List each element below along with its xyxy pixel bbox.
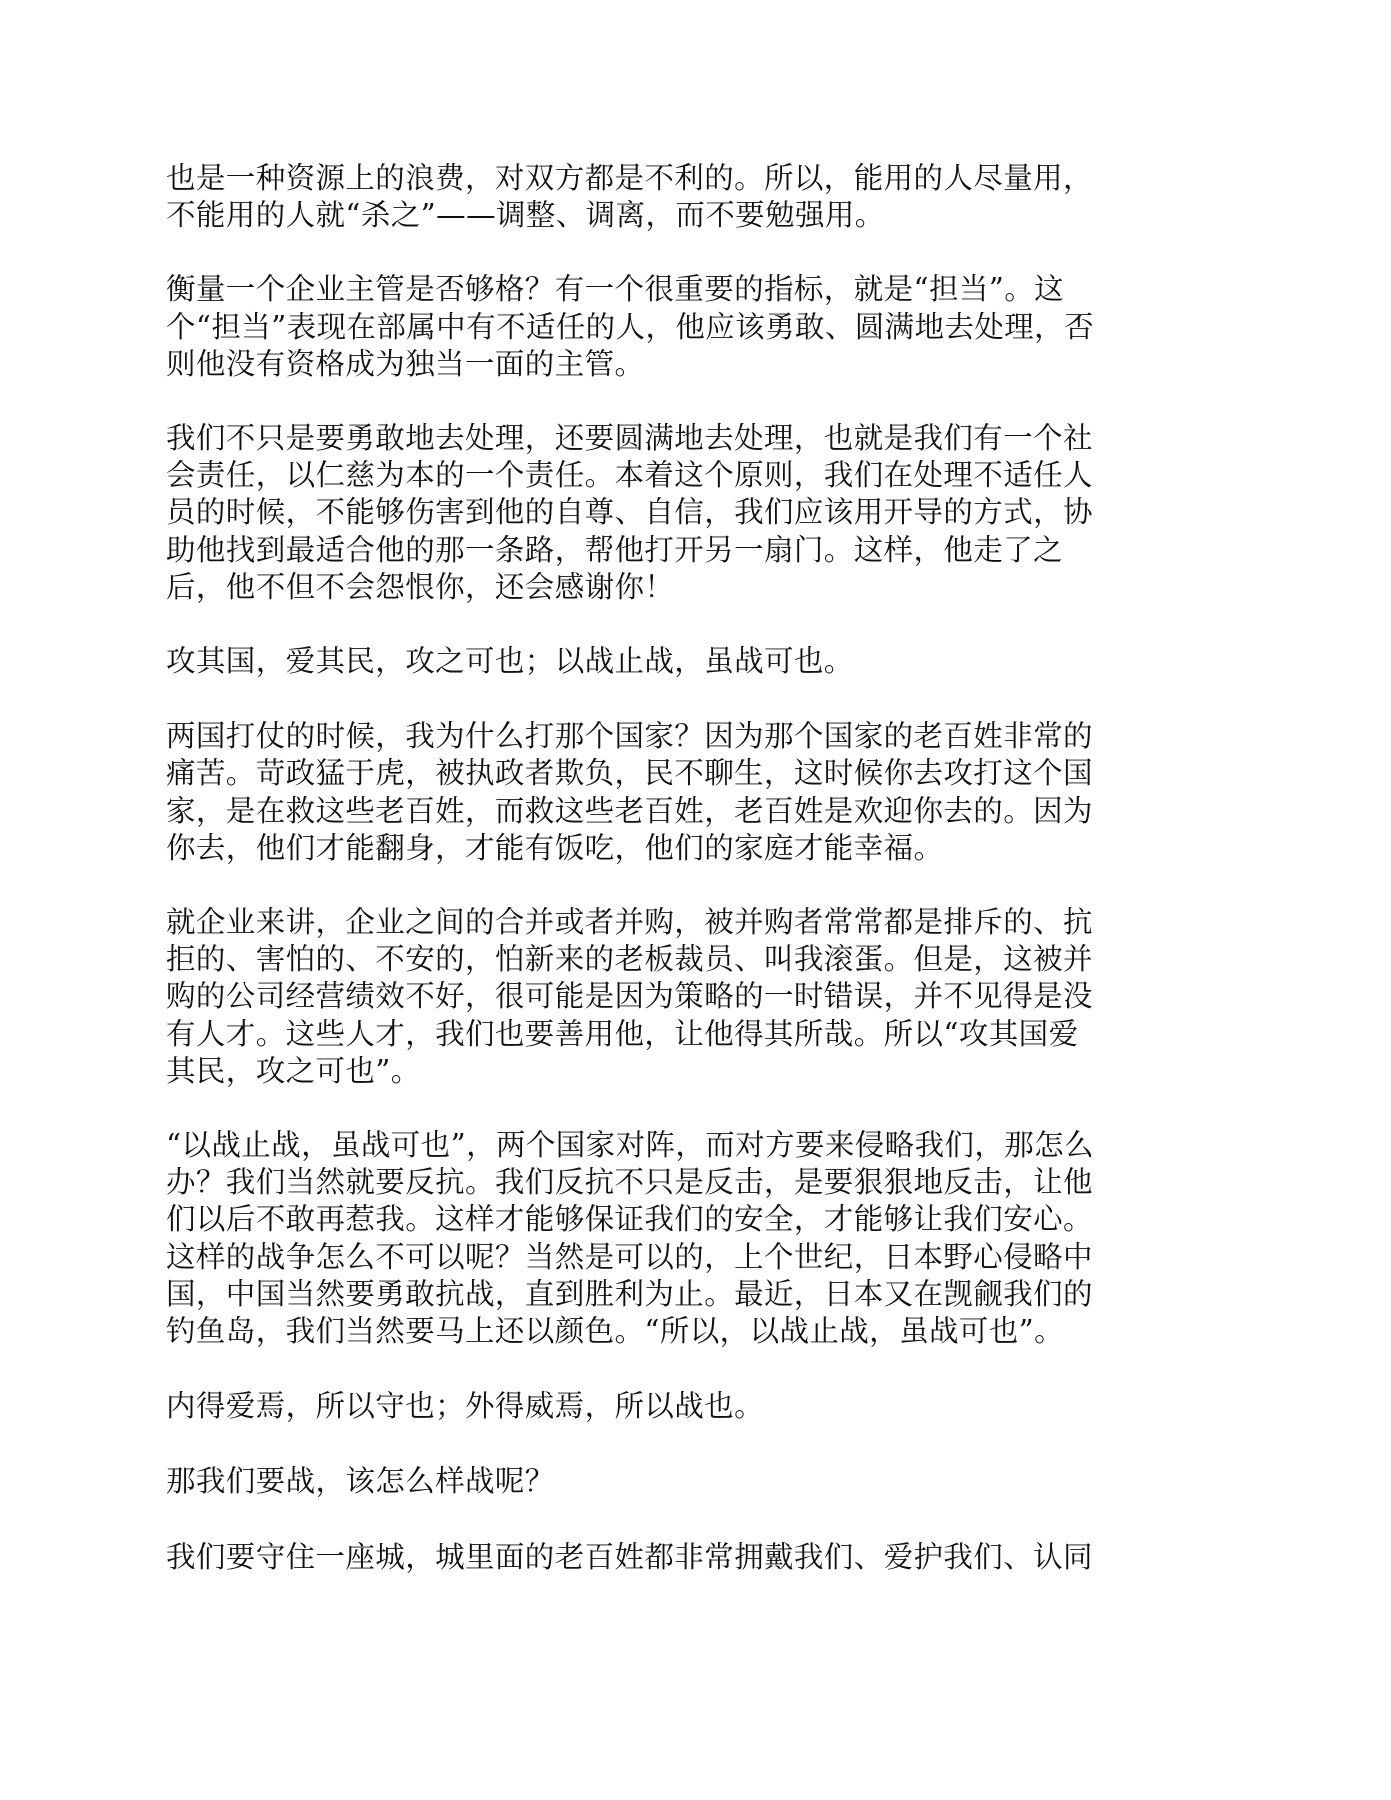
text-line: 员的时候，不能够伤害到他的自尊、自信，我们应该用开导的方式，协 (166, 495, 1093, 530)
paragraph-5 (166, 718, 1226, 867)
paragraph-3 (166, 420, 1226, 606)
paragraph-1 (166, 160, 1226, 234)
paragraph-8 (166, 1388, 1226, 1425)
text-line: 衡量一个企业主管是否够格？有一个很重要的指标，就是“担当”。这 (166, 272, 1065, 307)
text-line: 这样的战争怎么不可以呢？当然是可以的，上个世纪，日本野心侵略中 (166, 1239, 1093, 1274)
text-line: 内得爱焉，所以守也；外得威焉，所以战也。 (166, 1389, 765, 1424)
text-line: 两国打仗的时候，我为什么打那个国家？因为那个国家的老百姓非常的 (166, 719, 1093, 754)
text-line: 则他没有资格成为独当一面的主管。 (166, 346, 645, 381)
text-line: 购的公司经营绩效不好，很可能是因为策略的一时错误，并不见得是没 (166, 979, 1093, 1014)
paragraph-7 (166, 1127, 1226, 1350)
text-line: 就企业来讲，企业之间的合并或者并购，被并购者常常都是排斥的、抗 (166, 905, 1093, 940)
text-line: 攻其国，爱其民，攻之可也；以战止战，虽战可也。 (166, 644, 854, 679)
text-line: 不能用的人就“杀之”——调整、调离，而不要勉强用。 (166, 198, 885, 233)
paragraph-9 (166, 1463, 1226, 1500)
text-line: 会责任，以仁慈为本的一个责任。本着这个原则，我们在处理不适任人 (166, 458, 1093, 493)
text-line: 个“担当”表现在部属中有不适任的人，他应该勇敢、圆满地去处理，否 (166, 309, 1094, 344)
text-line: 后，他不但不会怨恨你，还会感谢你！ (166, 569, 675, 604)
text-line: 有人才。这些人才，我们也要善用他，让他得其所哉。所以“攻其国爱 (166, 1016, 1079, 1051)
text-line: “以战止战，虽战可也”，两个国家对阵，而对方要来侵略我们，那怎么 (166, 1128, 1094, 1163)
text-line: 家，是在救这些老百姓，而救这些老百姓，老百姓是欢迎你去的。因为 (166, 793, 1093, 828)
document-body (166, 160, 1226, 1576)
text-line: 那我们要战，该怎么样战呢？ (166, 1464, 555, 1499)
text-line: 们以后不敢再惹我。这样才能够保证我们的安全，才能够让我们安心。 (166, 1202, 1093, 1237)
text-line: 国，中国当然要勇敢抗战，直到胜利为止。最近，日本又在觊觎我们的 (166, 1276, 1093, 1311)
text-line: 你去，他们才能翻身，才能有饭吃，他们的家庭才能幸福。 (166, 830, 944, 865)
text-line: 助他找到最适合他的那一条路，帮他打开另一扇门。这样，他走了之 (166, 532, 1064, 567)
paragraph-2 (166, 271, 1226, 383)
text-line: 其民，攻之可也”。 (166, 1053, 421, 1088)
text-line: 拒的、害怕的、不安的，怕新来的老板裁员、叫我滚蛋。但是，这被并 (166, 942, 1093, 977)
paragraph-10 (166, 1539, 1226, 1576)
text-line: 办？我们当然就要反抗。我们反抗不只是反击，是要狠狠地反击，让他 (166, 1165, 1093, 1200)
text-line: 我们要守住一座城，城里面的老百姓都非常拥戴我们、爱护我们、认同 (166, 1539, 1093, 1574)
text-line: 我们不只是要勇敢地去处理，还要圆满地去处理，也就是我们有一个社 (166, 421, 1093, 456)
paragraph-4 (166, 643, 1226, 680)
text-line: 钓鱼岛，我们当然要马上还以颜色。“所以，以战止战，虽战可也”。 (166, 1314, 1065, 1349)
paragraph-6 (166, 904, 1226, 1090)
text-line: 痛苦。苛政猛于虎，被执政者欺负，民不聊生，这时候你去攻打这个国 (166, 756, 1093, 791)
text-line: 也是一种资源上的浪费，对双方都是不利的。所以，能用的人尽量用， (166, 161, 1093, 195)
